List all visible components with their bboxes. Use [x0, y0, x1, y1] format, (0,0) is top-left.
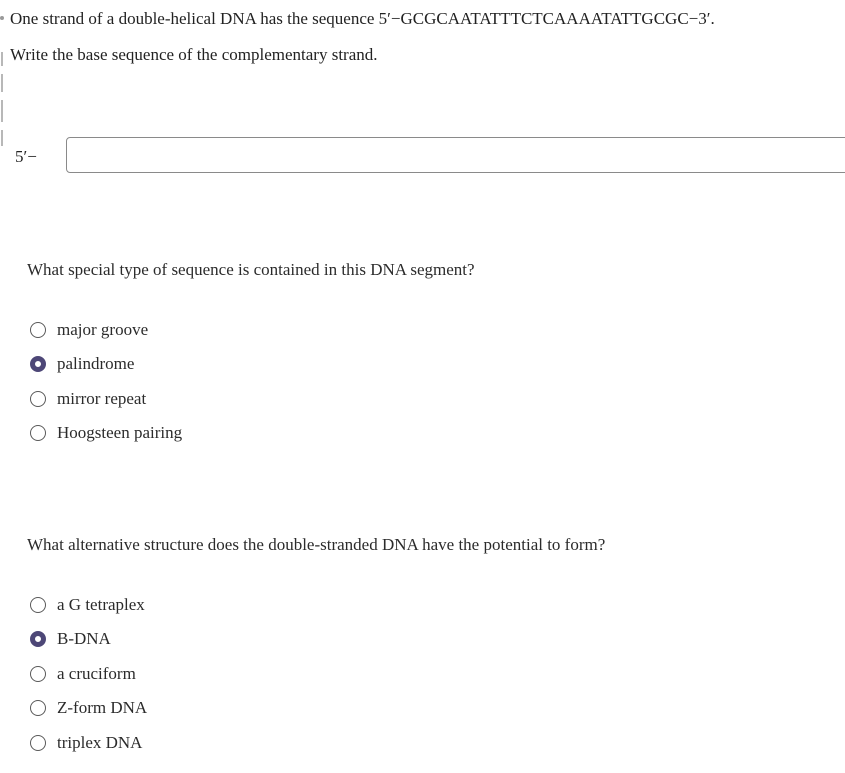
radio-button[interactable]: [30, 735, 46, 751]
q3-option-g-tetraplex[interactable]: [30, 594, 145, 616]
option-label: a G tetraplex: [57, 595, 145, 614]
q3-option-triplex-dna[interactable]: [30, 732, 142, 754]
radio-button[interactable]: [30, 391, 46, 407]
option-label: palindrome: [57, 354, 135, 373]
option-label: a cruciform: [57, 664, 136, 683]
question3-prompt: What alternative structure does the double-stranded DNA have the potential to form?: [27, 535, 606, 554]
option-label: major groove: [57, 320, 149, 339]
q3-option-b-dna[interactable]: [30, 628, 111, 650]
instruction-text: Write the base sequence of the complementary strand.: [10, 45, 378, 64]
input-prefix-label: 5′−: [15, 147, 37, 166]
option-label: Hoogsteen pairing: [57, 423, 183, 442]
radio-button-selected[interactable]: [30, 356, 46, 372]
q2-option-palindrome[interactable]: [30, 353, 134, 375]
q3-option-z-form-dna[interactable]: [30, 697, 147, 719]
question-text: One strand of a double-helical DNA has the sequence 5′−GCGCAATATTTCTCAAAATATTGCGC−3′.: [10, 9, 715, 28]
q2-option-mirror-repeat[interactable]: [30, 388, 146, 410]
option-label: Z-form DNA: [57, 698, 148, 717]
q3-option-cruciform[interactable]: [30, 663, 136, 685]
q2-option-hoogsteen-pairing[interactable]: [30, 422, 182, 444]
radio-button[interactable]: [30, 666, 46, 682]
option-label: triplex DNA: [57, 733, 143, 752]
option-label: mirror repeat: [57, 389, 147, 408]
radio-button[interactable]: [30, 597, 46, 613]
radio-button-selected[interactable]: [30, 631, 46, 647]
question2-prompt: What special type of sequence is contained in this DNA segment?: [27, 260, 475, 279]
q2-option-major-groove[interactable]: [30, 319, 148, 341]
radio-button[interactable]: [30, 425, 46, 441]
radio-button[interactable]: [30, 322, 46, 338]
left-edge-marker: [0, 12, 5, 162]
option-label: B-DNA: [57, 629, 111, 648]
radio-button[interactable]: [30, 700, 46, 716]
complementary-strand-input[interactable]: [66, 137, 845, 173]
